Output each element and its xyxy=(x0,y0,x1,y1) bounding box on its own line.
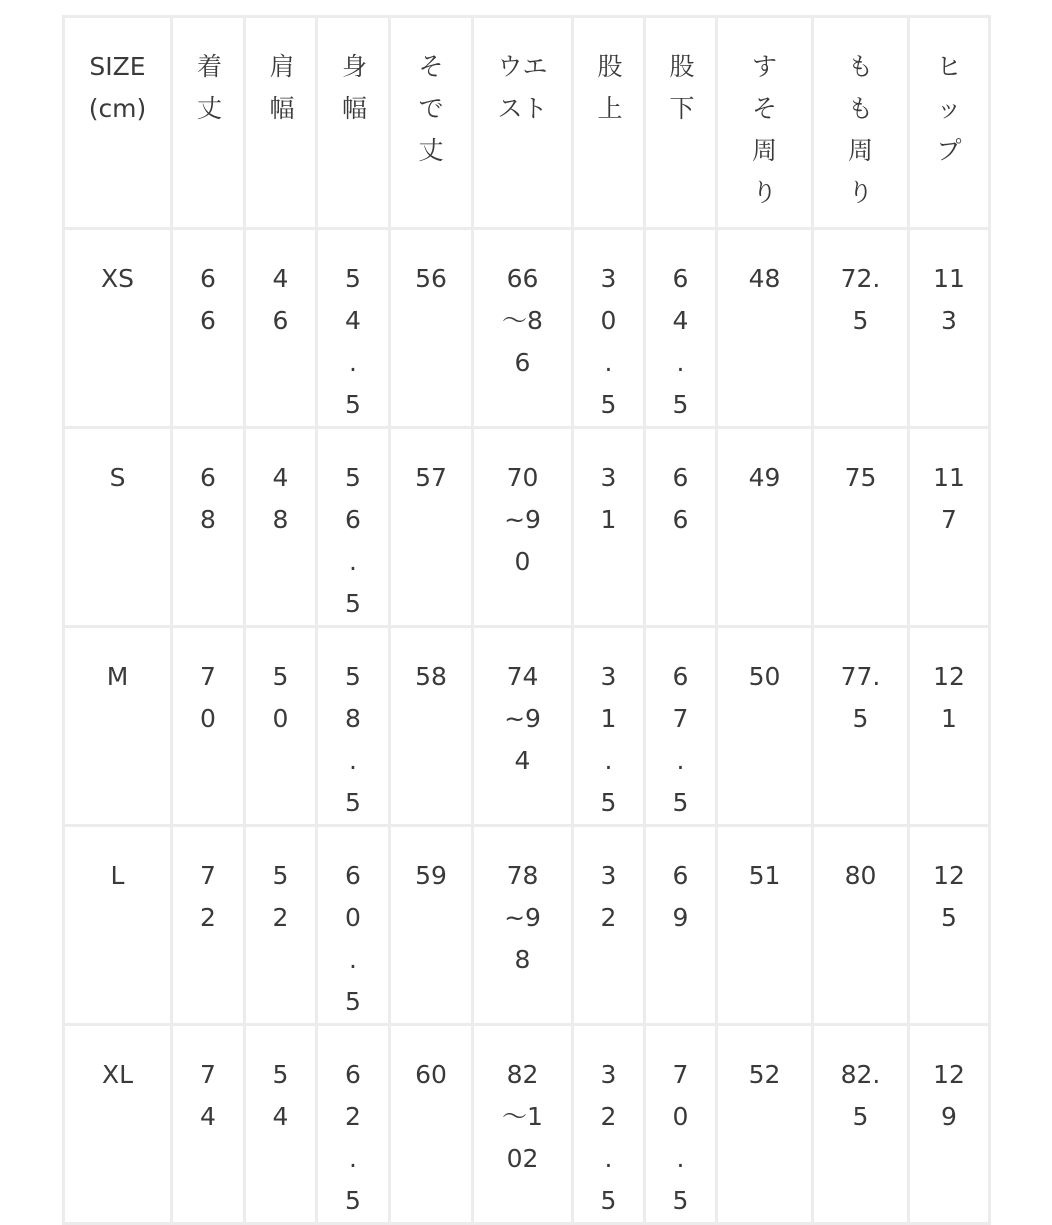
cell-text: 62.5 xyxy=(345,1060,361,1215)
measurement-cell xyxy=(473,627,573,826)
cell-text: 117 xyxy=(933,463,965,534)
measurement-cell xyxy=(390,428,473,627)
measurement-cell xyxy=(245,627,317,826)
measurement-cell xyxy=(245,1025,317,1224)
measurement-cell xyxy=(717,428,813,627)
cell-text: 32 xyxy=(600,861,617,932)
cell-text: 50 xyxy=(748,662,781,691)
measurement-cell xyxy=(172,826,245,1025)
measurement-cell xyxy=(317,229,390,428)
measurement-cell xyxy=(645,428,717,627)
measurement-cell xyxy=(573,627,645,826)
cell-text: 113 xyxy=(933,264,965,335)
header-cell xyxy=(64,17,172,229)
header-text: もも周り xyxy=(847,52,873,207)
measurement-cell xyxy=(717,229,813,428)
measurement-cell xyxy=(473,229,573,428)
measurement-cell xyxy=(645,229,717,428)
cell-text: 60 xyxy=(415,1060,447,1089)
cell-text: 31 xyxy=(600,463,617,534)
size-label-cell xyxy=(64,1025,172,1224)
table-row xyxy=(64,627,990,826)
measurement-cell xyxy=(390,627,473,826)
measurement-cell xyxy=(390,229,473,428)
measurement-cell xyxy=(317,1025,390,1224)
cell-text: 72 xyxy=(200,861,216,932)
measurement-cell xyxy=(717,627,813,826)
cell-text: 54.5 xyxy=(345,264,361,419)
cell-text: 60.5 xyxy=(345,861,361,1016)
cell-text: 56.5 xyxy=(345,463,361,618)
table-row xyxy=(64,428,990,627)
measurement-cell xyxy=(245,229,317,428)
cell-text: 31.5 xyxy=(600,662,617,817)
measurement-cell xyxy=(473,1025,573,1224)
measurement-cell xyxy=(813,826,909,1025)
header-row xyxy=(64,17,990,229)
measurement-cell xyxy=(172,1025,245,1224)
header-cell xyxy=(390,17,473,229)
cell-text: L xyxy=(110,861,125,890)
cell-text: 66 xyxy=(672,463,689,534)
cell-text: 56 xyxy=(415,264,447,293)
measurement-cell xyxy=(645,826,717,1025)
cell-text: 72.5 xyxy=(840,264,881,335)
cell-text: 30.5 xyxy=(600,264,617,419)
cell-text: M xyxy=(106,662,129,691)
cell-text: 46 xyxy=(272,264,289,335)
header-text: ウエスト xyxy=(497,52,548,123)
measurement-cell xyxy=(573,229,645,428)
cell-text: 54 xyxy=(272,1060,289,1131)
measurement-cell xyxy=(645,1025,717,1224)
header-text: すそ周り xyxy=(751,52,777,207)
cell-text: 74 xyxy=(200,1060,216,1131)
cell-text: 52 xyxy=(748,1060,781,1089)
measurement-cell xyxy=(245,826,317,1025)
size-label-cell xyxy=(64,627,172,826)
header-cell xyxy=(573,17,645,229)
cell-text: 68 xyxy=(200,463,216,534)
cell-text: 70 xyxy=(200,662,216,733)
measurement-cell xyxy=(172,229,245,428)
measurement-cell xyxy=(909,229,990,428)
measurement-cell xyxy=(909,627,990,826)
measurement-cell xyxy=(573,428,645,627)
cell-text: XS xyxy=(101,264,134,293)
measurement-cell xyxy=(645,627,717,826)
measurement-cell xyxy=(473,428,573,627)
measurement-cell xyxy=(473,826,573,1025)
cell-text: 32.5 xyxy=(600,1060,617,1215)
measurement-cell xyxy=(573,826,645,1025)
table-row xyxy=(64,1025,990,1224)
table-row xyxy=(64,826,990,1025)
size-chart-table xyxy=(62,15,991,1225)
measurement-cell xyxy=(172,428,245,627)
header-cell xyxy=(317,17,390,229)
cell-text: 50 xyxy=(272,662,289,733)
header-cell xyxy=(813,17,909,229)
cell-text: 125 xyxy=(933,861,965,932)
cell-text: S xyxy=(109,463,126,492)
header-cell xyxy=(717,17,813,229)
cell-text: 59 xyxy=(415,861,447,890)
header-cell xyxy=(645,17,717,229)
cell-text: 70~90 xyxy=(504,463,541,576)
measurement-cell xyxy=(317,428,390,627)
measurement-cell xyxy=(813,1025,909,1224)
size-label-cell xyxy=(64,428,172,627)
cell-text: 70.5 xyxy=(672,1060,689,1215)
measurement-cell xyxy=(317,627,390,826)
cell-text: XL xyxy=(101,1060,134,1089)
header-text: 股上 xyxy=(597,52,623,123)
measurement-cell xyxy=(717,1025,813,1224)
cell-text: 48 xyxy=(748,264,781,293)
cell-text: 121 xyxy=(933,662,965,733)
header-text: 着丈 xyxy=(197,52,223,123)
table-row xyxy=(64,229,990,428)
header-text: SIZE (cm) xyxy=(88,52,147,123)
cell-text: 48 xyxy=(272,463,289,534)
measurement-cell xyxy=(390,1025,473,1224)
cell-text: 66 xyxy=(200,264,216,335)
cell-text: 52 xyxy=(272,861,289,932)
cell-text: 66～86 xyxy=(502,264,543,377)
cell-text: 64.5 xyxy=(672,264,689,419)
header-text: ヒップ xyxy=(936,52,962,165)
size-label-cell xyxy=(64,826,172,1025)
header-text: 身幅 xyxy=(342,52,368,123)
measurement-cell xyxy=(909,1025,990,1224)
cell-text: 51 xyxy=(748,861,781,890)
cell-text: 58 xyxy=(415,662,447,691)
measurement-cell xyxy=(813,428,909,627)
cell-text: 129 xyxy=(933,1060,965,1131)
cell-text: 78~98 xyxy=(504,861,541,974)
measurement-cell xyxy=(717,826,813,1025)
header-cell xyxy=(172,17,245,229)
cell-text: 82.5 xyxy=(840,1060,881,1131)
header-cell xyxy=(245,17,317,229)
measurement-cell xyxy=(172,627,245,826)
cell-text: 69 xyxy=(672,861,689,932)
header-cell xyxy=(473,17,573,229)
measurement-cell xyxy=(390,826,473,1025)
measurement-cell xyxy=(317,826,390,1025)
cell-text: 77.5 xyxy=(840,662,881,733)
cell-text: 58.5 xyxy=(345,662,361,817)
measurement-cell xyxy=(245,428,317,627)
header-text: 肩幅 xyxy=(269,52,295,123)
cell-text: 74~94 xyxy=(504,662,541,775)
cell-text: 82～102 xyxy=(502,1060,543,1173)
measurement-cell xyxy=(909,826,990,1025)
size-label-cell xyxy=(64,229,172,428)
cell-text: 49 xyxy=(748,463,781,492)
cell-text: 67.5 xyxy=(672,662,689,817)
header-text: 股下 xyxy=(669,52,695,123)
measurement-cell xyxy=(909,428,990,627)
cell-text: 75 xyxy=(844,463,877,492)
measurement-cell xyxy=(573,1025,645,1224)
measurement-cell xyxy=(813,229,909,428)
cell-text: 57 xyxy=(415,463,447,492)
cell-text: 80 xyxy=(844,861,877,890)
header-text: そで丈 xyxy=(418,52,444,165)
header-cell xyxy=(909,17,990,229)
measurement-cell xyxy=(813,627,909,826)
